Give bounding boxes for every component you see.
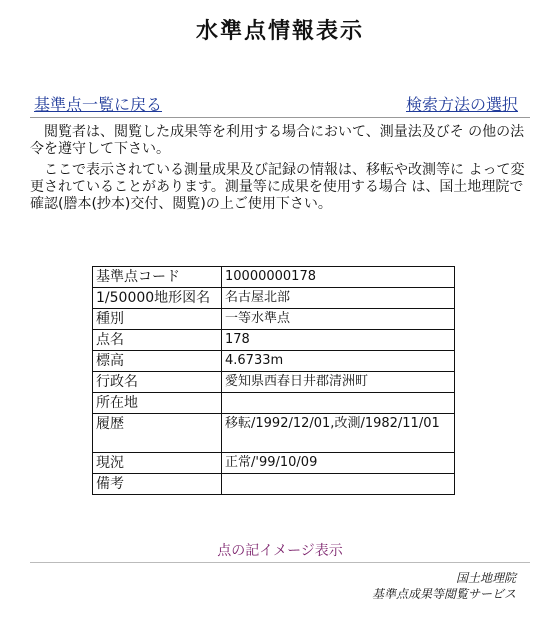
table-row [93,288,455,309]
back-to-list-link[interactable]: 基準点一覧に戻る [34,95,163,114]
field-label: 行政名 [93,372,222,393]
field-value: 4.6733m [222,351,455,372]
table-row [93,474,455,495]
table-row [93,372,455,393]
field-value: 一等水準点 [222,309,455,330]
point-record-image-link[interactable]: 点の記イメージ表示 [217,543,343,559]
footer-service: 基準点成果等閲覧サービス [371,587,516,601]
field-value: 名古屋北部 [222,288,455,309]
table-row [93,414,455,453]
field-label: 種別 [93,309,222,330]
field-value: 正常/'99/10/09 [222,453,455,474]
field-value: 移転/1992/12/01,改測/1982/11/01 [222,414,455,453]
table-row [93,393,455,414]
usage-notice [30,124,528,217]
footer-org: 国土地理院 [455,571,516,585]
field-label: 基準点コード [93,267,222,288]
field-value: 愛知県西春日井郡清洲町 [222,372,455,393]
table-row [93,351,455,372]
field-label: 備考 [93,474,222,495]
field-label: 現況 [93,453,222,474]
divider [30,562,530,563]
page-title: 水準点情報表示 [195,19,364,44]
search-method-link[interactable]: 検索方法の選択 [405,95,518,114]
table-row [93,453,455,474]
field-value [222,393,455,414]
footer [372,570,516,602]
table-row [93,267,455,288]
notice-paragraph-1: 閲覧者は、閲覧した成果等を利用する場合において、測量法及びそ の他の法令を遵守して下さい。 [30,124,525,157]
table-row [93,330,455,351]
notice-paragraph-2: ここで表示されている測量成果及び記録の情報は、移転や改測等に よって変更されていることがあります。測量等に成果を使用する場合 は、国土地理院で確認(謄本(抄本)交付、閲覧)の上ご使用下さい。 [30,162,525,212]
divider [30,117,530,118]
field-label: 標高 [93,351,222,372]
table-row [93,309,455,330]
field-value: 10000000178 [222,267,455,288]
field-label: 1/50000地形図名 [93,288,222,309]
field-label: 点名 [93,330,222,351]
benchmark-info-table [92,266,455,495]
field-value [222,474,455,495]
field-value: 178 [222,330,455,351]
field-label: 所在地 [93,393,222,414]
field-label: 履歴 [93,414,222,453]
